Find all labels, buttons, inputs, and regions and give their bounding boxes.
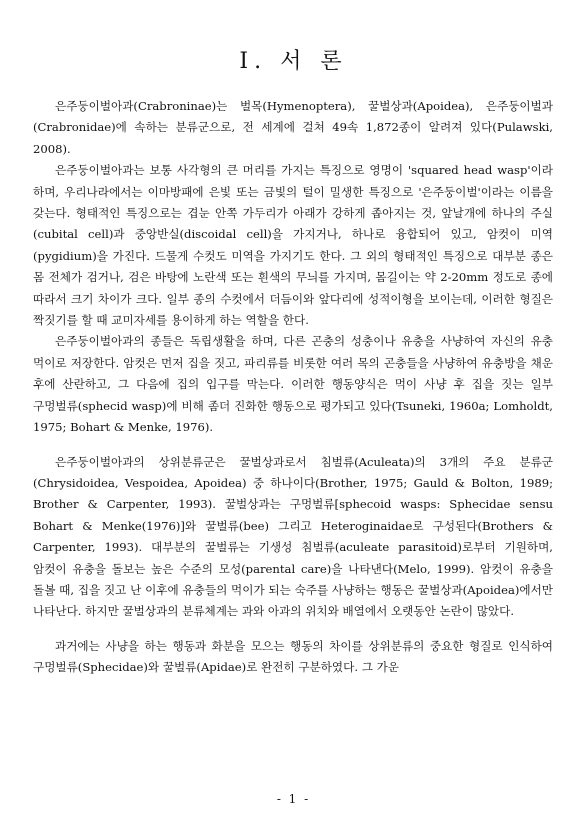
paragraph-3: 은주둥이벌아과의 종들은 독립생활을 하며, 다른 곤충의 성충이나 유충을 사냥하여 자신의 유충 먹이로 저장한다. 암컷은 먼저 집을 짓고, 파리류를 비롯한 여러 목의 곤충들을 사냥하여 유충방을 채운 후에 산란하고, 그 다음에 집의 입구를 막는다. 이러한 행동양식은 먹이 사냥 후 집을 짓는 일부 구멍벌류(sphecid wasp)에 비해 좀더 진화한 행동으로 평가되고 있다(Tsuneki, 1960a; Lomholdt, 1975; Bohart & Menke, 1976). xyxy=(33,334,553,435)
paragraph-1: 은주둥이벌아과(Crabroninae)는 벌목(Hymenoptera), 꿀벌상과(Apoidea), 은주둥이벌과(Crabronidae)에 속하는 분류군으로, 전 세계에 걸쳐 49속 1,872종이 알려져 있다(Pulawski, 2008). xyxy=(33,99,553,156)
paragraph-4: 은주둥이벌아과의 상위분류군은 꿀벌상과로서 침벌류(Aculeata)의 3개의 주요 분류군(Chrysidoidea, Vespoidea, Apoidea) 중 하나이다(Brother, 1975; Gauld & Bolton, 1989; Brother & Carpenter, 1993). 꿀벌상과는 구멍벌류[sphecoid wasps: Sphecidae sensu Bohart & Menke(1976)]와 꿀벌류(bee) 그리고 Heteroginaidae로 구성된다(Brothers & Carpenter, 1993). 대부분의 꿀벌류는 기생성 침벌류(aculeate parasitoid)로부터 기원하며, 암컷이 유충을 돌보는 높은 수준의 모성(parental care)을 나타낸다(Melo, 1999). 암컷이 유충을 돌볼 때, 집을 짓고 난 이후에 유충들의 먹이가 되는 숙주를 사냥하는 행동은 꿀벌상과(Apoidea)에서만 나타난다. 하지만 꿀벌상과의 분류체계는 과와 아과의 위치와 배열에서 오랫동안 논란이 많았다. xyxy=(33,454,553,619)
paragraph-2: 은주둥이벌아과는 보통 사각형의 큰 머리를 가지는 특징으로 영명이 'squared head wasp'이라 하며, 우리나라에서는 이마방패에 은빛 또는 금빛의 털이 밀생한 특징으로 '은주둥이벌'이라는 이름을 갖는다. 형태적인 특징으로는 겹눈 안쪽 가두리가 아래가 강하게 좁아지는 것, 앞날개에 하나의 주실(cubital cell)과 중앙반실(discoidal cell)을 가지거나, 하나로 융합되어 있고, 암컷이 미역(pygidium)을 가진다. 드물게 수컷도 미역을 가지기도 한다. 그 외의 형태적인 특징으로 대부분 종은 몸 전체가 검거나, 검은 바탕에 노란색 또는 흰색의 무늬를 가지며, 몸길이는 약 2-20mm 정도로 종에 따라서 크기 차이가 크다. 일부 종의 수컷에서 더듬이와 앞다리에 성적이형을 보이는데, 이러한 형질은 짝짓기를 할 때 교미자세를 용이하게 하는 역할을 한다. xyxy=(33,163,553,328)
paragraph-5: 과거에는 사냥을 하는 행동과 화분을 모으는 행동의 차이를 상위분류의 중요한 형질로 인식하여 구멍벌류(Sphecidae)와 꿀벌류(Apidae)로 완전히 구분하였다. 그 가운 xyxy=(33,638,553,675)
page-number: - 1 - xyxy=(276,792,311,806)
body-text xyxy=(33,96,553,679)
section-title: I. 서 론 xyxy=(239,49,348,74)
